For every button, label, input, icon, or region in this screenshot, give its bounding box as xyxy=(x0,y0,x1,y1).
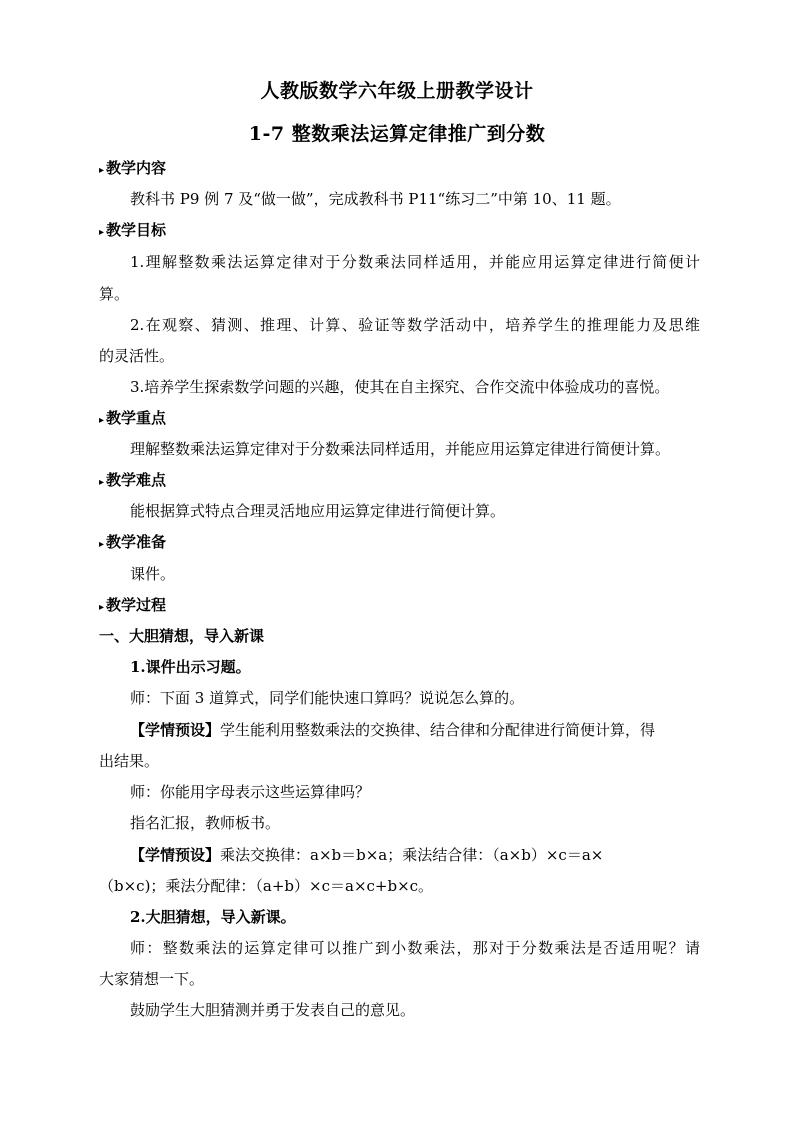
section-heading-goals: ▸ 教学目标 xyxy=(99,221,167,239)
step-1: 1.课件出示习题。 xyxy=(130,658,251,676)
preset-label: 【学情预设】 xyxy=(130,846,221,864)
preset-label: 【学情预设】 xyxy=(130,721,221,739)
arrow-icon: ▸ xyxy=(99,415,105,426)
arrow-icon: ▸ xyxy=(99,165,105,176)
arrow-icon: ▸ xyxy=(99,602,105,613)
paragraph-3: 师：你能用字母表示这些运算律吗？ xyxy=(130,783,371,801)
goal-1-line-2: 算。 xyxy=(99,285,130,303)
goal-2-line-2: 的灵活性。 xyxy=(99,347,175,365)
paragraph-5-line-2: （b×c)；乘法分配律：（a+b）×c＝a×c+b×c。 xyxy=(99,877,434,895)
goal-2-line-1: 2.在观察、猜测、推理、计算、验证等数学活动中，培养学生的推理能力及思维 xyxy=(130,316,700,334)
section-heading-process: ▸ 教学过程 xyxy=(99,596,167,614)
paragraph-2-line-2: 出结果。 xyxy=(99,752,160,770)
paragraph-6-line-1: 师：整数乘法的运算定律可以推广到小数乘法，那对于分数乘法是否适用呢？请 xyxy=(130,939,700,957)
document-subtitle: 1-7 整数乘法运算定律推广到分数 xyxy=(248,123,546,145)
section-heading-content: ▸ 教学内容 xyxy=(99,159,167,177)
prep-text: 课件。 xyxy=(130,565,176,583)
arrow-icon: ▸ xyxy=(99,227,105,238)
key-text: 理解整数乘法运算定律对于分数乘法同样适用，并能应用运算定律进行简便计算。 xyxy=(130,440,671,458)
arrow-icon: ▸ xyxy=(99,477,105,488)
goal-3: 3.培养学生探索数学问题的兴趣，使其在自主探究、合作交流中体验成功的喜悦。 xyxy=(130,378,670,396)
step-2: 2.大胆猜想，导入新课。 xyxy=(130,908,296,926)
paragraph-4: 指名汇报，教师板书。 xyxy=(130,814,281,832)
section-heading-difficulty: ▸ 教学难点 xyxy=(99,471,167,489)
part-1-heading: 一、大胆猜想，导入新课 xyxy=(99,627,265,645)
paragraph-5-line-1: 【学情预设】乘法交换律：a×b＝b×a；乘法结合律：（a×b）×c＝a× xyxy=(130,846,604,864)
section-heading-prep: ▸ 教学准备 xyxy=(99,533,167,551)
goal-1-line-1: 1.理解整数乘法运算定律对于分数乘法同样适用，并能应用运算定律进行简便计 xyxy=(130,253,700,271)
paragraph-6-line-2: 大家猜想一下。 xyxy=(99,970,205,988)
section-heading-key: ▸ 教学重点 xyxy=(99,409,167,427)
content-text: 教科书 P9 例 7 及“做一做”，完成教科书 P11“练习二”中第 10、11 题。 xyxy=(130,190,621,208)
paragraph-2-line-1: 【学情预设】学生能利用整数乘法的交换律、结合律和分配律进行简便计算，得 xyxy=(130,721,656,739)
paragraph-1: 师：下面 3 道算式，同学们能快速口算吗？说说怎么算的。 xyxy=(130,689,525,707)
difficulty-text: 能根据算式特点合理灵活地应用运算定律进行简便计算。 xyxy=(130,502,506,520)
arrow-icon: ▸ xyxy=(99,539,105,550)
paragraph-7: 鼓励学生大胆猜测并勇于发表自己的意见。 xyxy=(130,1001,416,1019)
document-title: 人教版数学六年级上册教学设计 xyxy=(260,80,534,102)
